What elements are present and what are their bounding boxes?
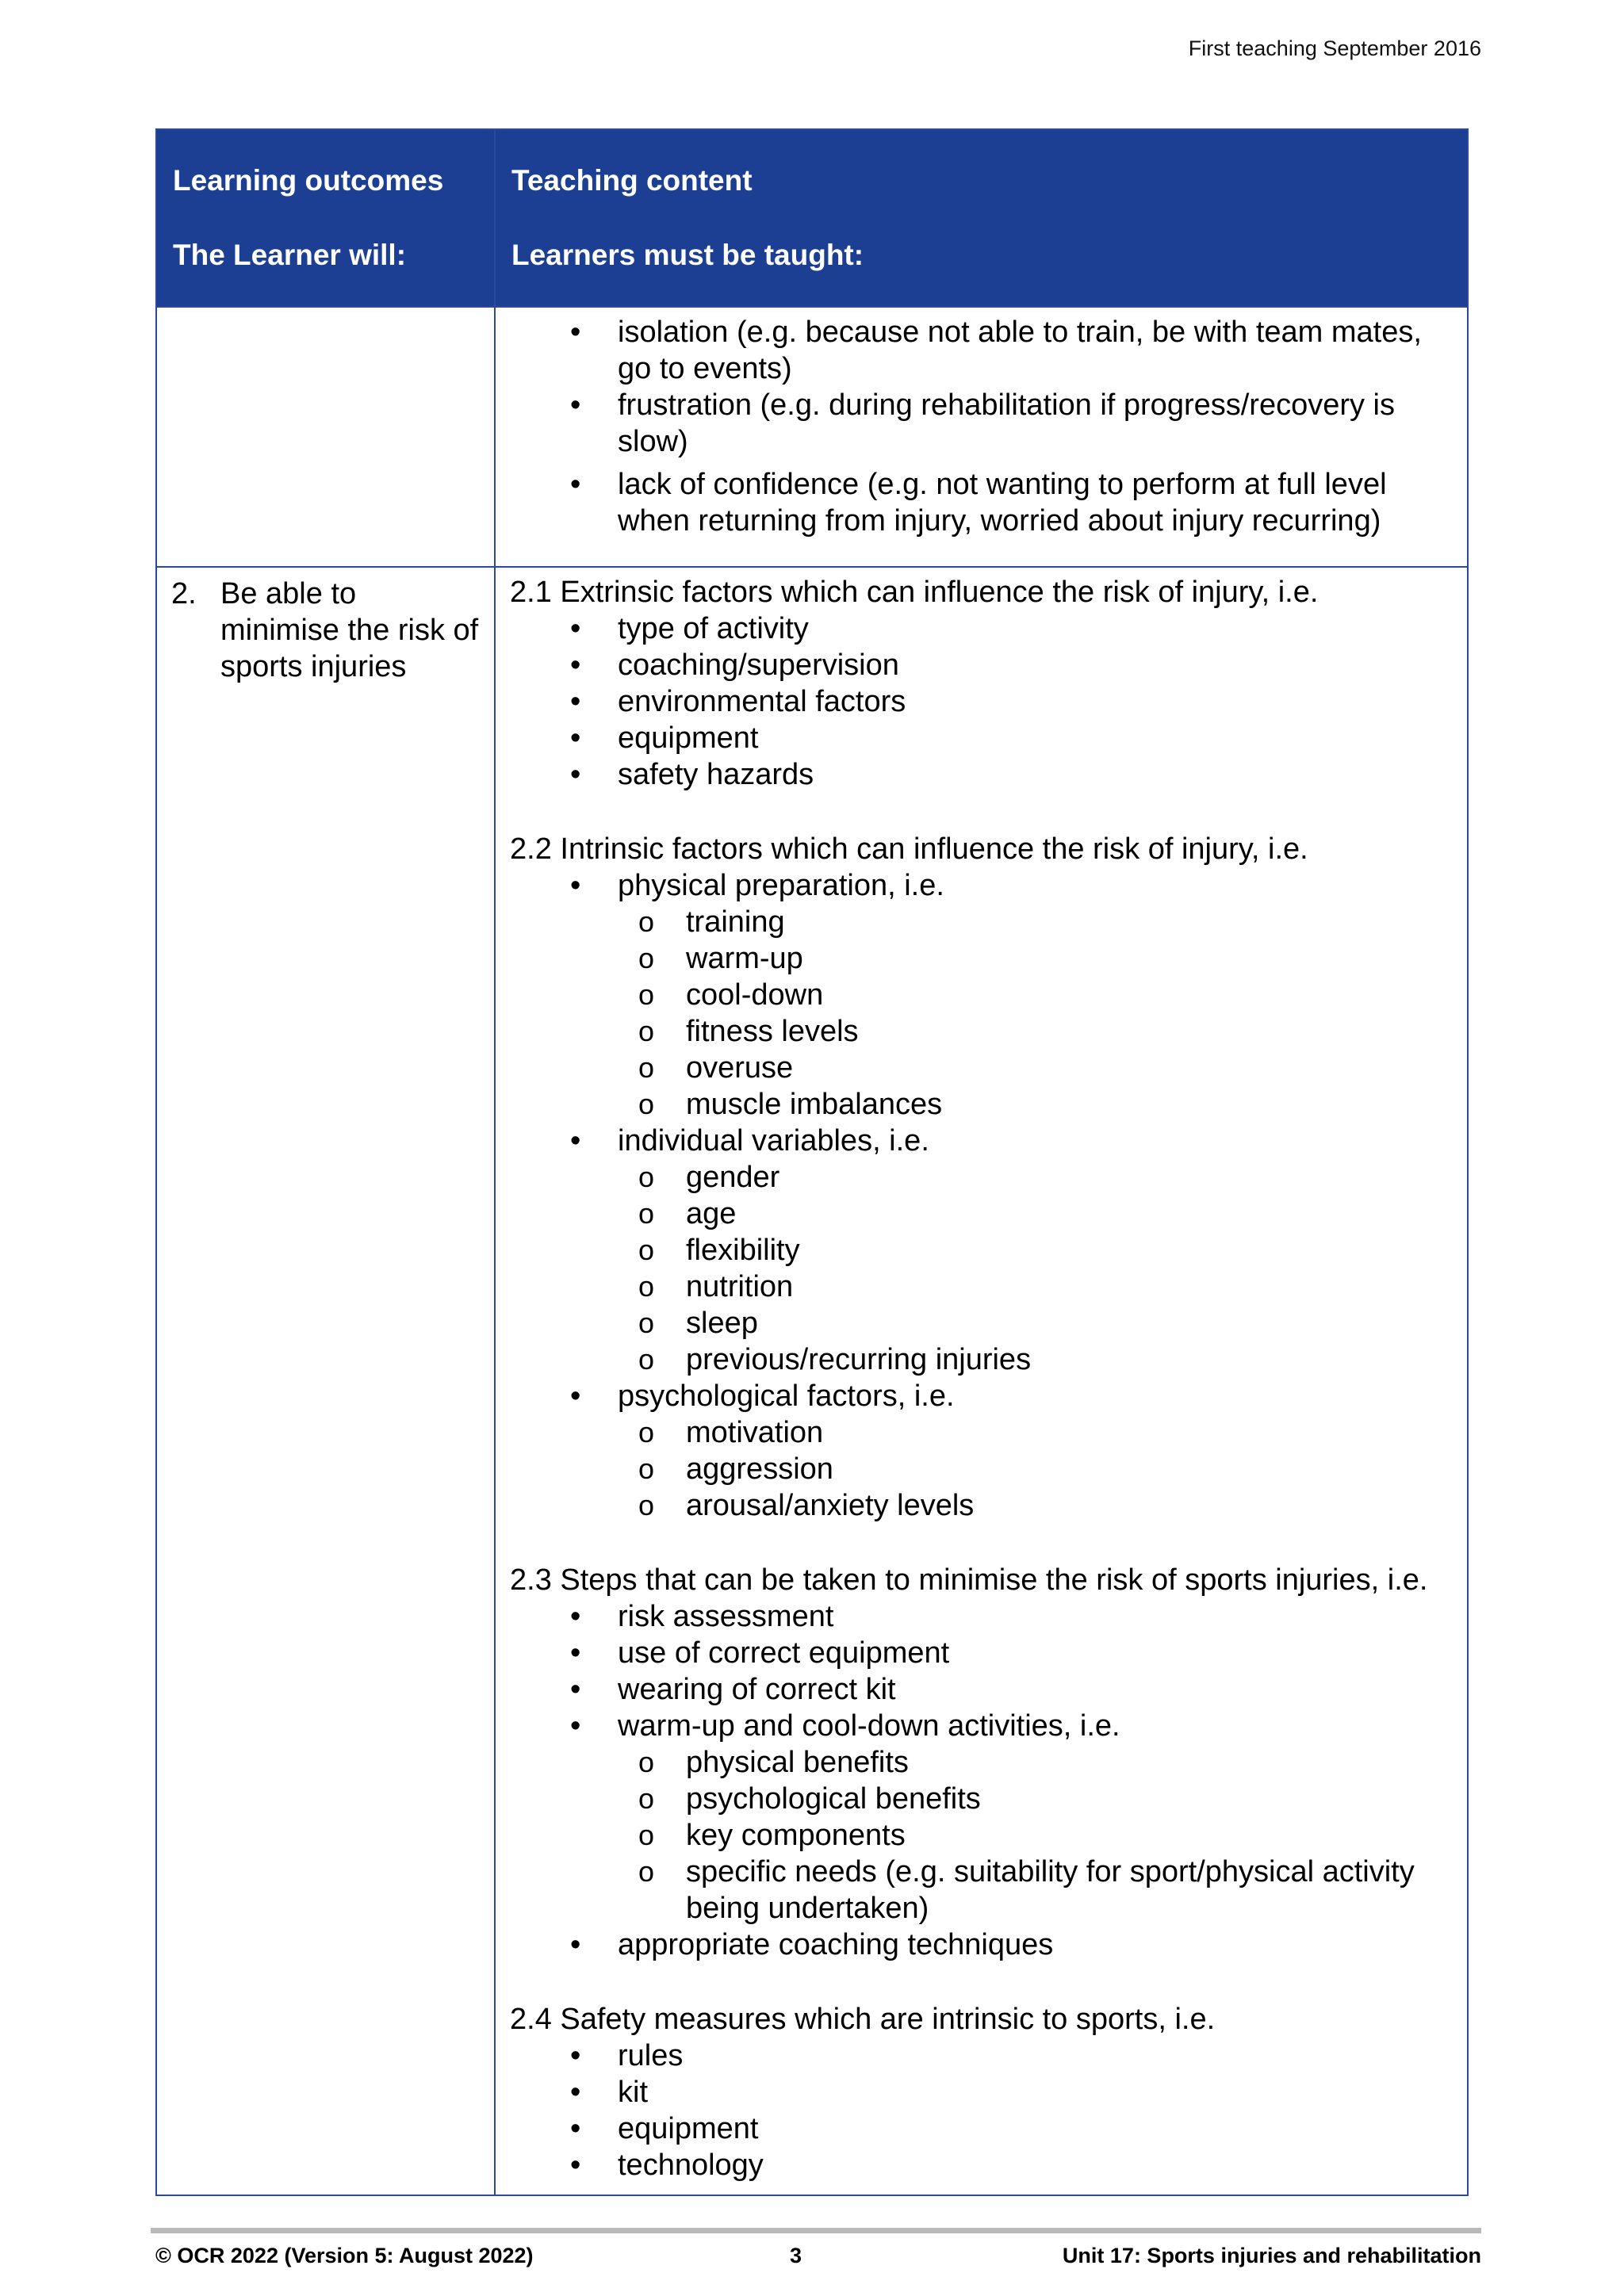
sub-list-item: o physical benefits [618, 1744, 1453, 1781]
list-item [510, 1671, 1453, 1708]
list-item-text: rules [618, 2039, 684, 2072]
list-item [510, 1378, 1453, 1524]
outcome-number: 2. [171, 577, 197, 610]
sub-list-item: o nutrition [618, 1269, 1453, 1305]
outcome-item [171, 576, 480, 685]
footer-copyright: © OCR 2022 (Version 5: August 2022) [155, 2244, 534, 2267]
table-row-outcome-2 [156, 567, 1468, 2195]
list-item [510, 1708, 1453, 1927]
list-item-text: physical preparation, i.e. [618, 869, 944, 902]
sub-list-item: o training [618, 904, 1453, 940]
sub-list-item: o aggression [618, 1451, 1453, 1487]
content-cell-continuation [495, 307, 1468, 567]
list-item-text: warm-up and cool-down activities, i.e. [618, 1709, 1120, 1743]
sub-list-item: o motivation [618, 1414, 1453, 1451]
list-item: • lack of confidence (e.g. not wanting to perform at full level when returning from injury, worried about injury recurring) [510, 466, 1453, 539]
footer-unit-title: Unit 17: Sports injuries and rehabilitation [1062, 2244, 1481, 2267]
list-item-text: wearing of correct kit [618, 1673, 896, 1706]
content-cell-sections [495, 567, 1468, 2195]
list-item-text: equipment [618, 721, 759, 755]
list-item [510, 867, 1453, 1123]
list-item [510, 1123, 1453, 1378]
sub-list [618, 1159, 1453, 1378]
table-header-row [156, 129, 1468, 307]
sub-list-item: o gender [618, 1159, 1453, 1196]
footer-page-number: 3 [790, 2244, 802, 2267]
sub-list-item: o arousal/anxiety levels [618, 1487, 1453, 1524]
list-item-text: environmental factors [618, 685, 906, 718]
section-title: 2.3 Steps that can be taken to minimise the risk of sports injuries, i.e. [510, 1563, 1428, 1597]
section-list [510, 867, 1453, 1524]
sub-list-item: o key components [618, 1817, 1453, 1854]
list-item: • isolation (e.g. because not able to train, be with team mates, go to events) [510, 314, 1453, 387]
header-teaching-content: Teaching content Learners must be taught: [495, 129, 1468, 307]
sub-list-item: o age [618, 1196, 1453, 1232]
list-item: • frustration (e.g. during rehabilitation if progress/recovery is slow) [510, 387, 1453, 460]
list-item-text: technology [618, 2149, 764, 2182]
sub-list-item: o warm-up [618, 940, 1453, 977]
sub-list-item: o previous/recurring injuries [618, 1341, 1453, 1378]
outcome-cell [156, 567, 495, 2195]
footer-rule [151, 2228, 1481, 2233]
spec-table [155, 128, 1469, 2196]
list-item-text: kit [618, 2076, 648, 2109]
section-title: 2.1 Extrinsic factors which can influence the risk of injury, i.e. [510, 576, 1319, 609]
sub-list [618, 904, 1453, 1123]
list-item-text: use of correct equipment [618, 1636, 950, 1670]
section-list [510, 2038, 1453, 2183]
list-item [510, 1598, 1453, 1635]
sub-list-item: o overuse [618, 1050, 1453, 1086]
list-item-text: type of activity [618, 612, 809, 645]
section-title: 2.2 Intrinsic factors which can influence the risk of injury, i.e. [510, 832, 1308, 866]
sub-list-item: o flexibility [618, 1232, 1453, 1269]
header-note: First teaching September 2016 [1188, 36, 1481, 60]
list-item [510, 720, 1453, 756]
list-item-text: safety hazards [618, 758, 814, 791]
list-item [510, 2110, 1453, 2147]
list-item [510, 647, 1453, 683]
section-list [510, 610, 1453, 793]
list-item [510, 2074, 1453, 2110]
list-item [510, 2147, 1453, 2183]
header-learning-outcomes: Learning outcomes The Learner will: [156, 129, 495, 307]
list-item [510, 610, 1453, 647]
sub-list-item: o muscle imbalances [618, 1086, 1453, 1123]
outcome-cell-empty [156, 307, 495, 567]
list-item [510, 756, 1453, 793]
sub-list-item: o sleep [618, 1305, 1453, 1341]
outcome-text: Be able to minimise the risk of sports injuries [220, 577, 479, 683]
sub-list-item: o specific needs (e.g. suitability for sport/physical activity being undertaken) [618, 1854, 1453, 1927]
footer [155, 2244, 1481, 2268]
list-item-text: individual variables, i.e. [618, 1124, 929, 1158]
table-row-continuation [156, 307, 1468, 567]
sub-list [618, 1744, 1453, 1927]
list-item-text: appropriate coaching techniques [618, 1928, 1054, 1961]
list-item-text: equipment [618, 2112, 759, 2145]
sub-list [618, 1414, 1453, 1524]
sub-list-item: o fitness levels [618, 1013, 1453, 1050]
list-item-text: psychological factors, i.e. [618, 1380, 955, 1413]
sub-list-item: o psychological benefits [618, 1781, 1453, 1817]
list-item-text: coaching/supervision [618, 649, 899, 682]
list-item [510, 683, 1453, 720]
list-item [510, 1927, 1453, 1963]
section-list [510, 1598, 1453, 1963]
list-item [510, 1635, 1453, 1671]
list-item-text: risk assessment [618, 1600, 834, 1633]
continuation-list [510, 314, 1453, 539]
section-title: 2.4 Safety measures which are intrinsic to sports, i.e. [510, 2003, 1216, 2036]
sub-list-item: o cool-down [618, 977, 1453, 1013]
list-item [510, 2038, 1453, 2074]
